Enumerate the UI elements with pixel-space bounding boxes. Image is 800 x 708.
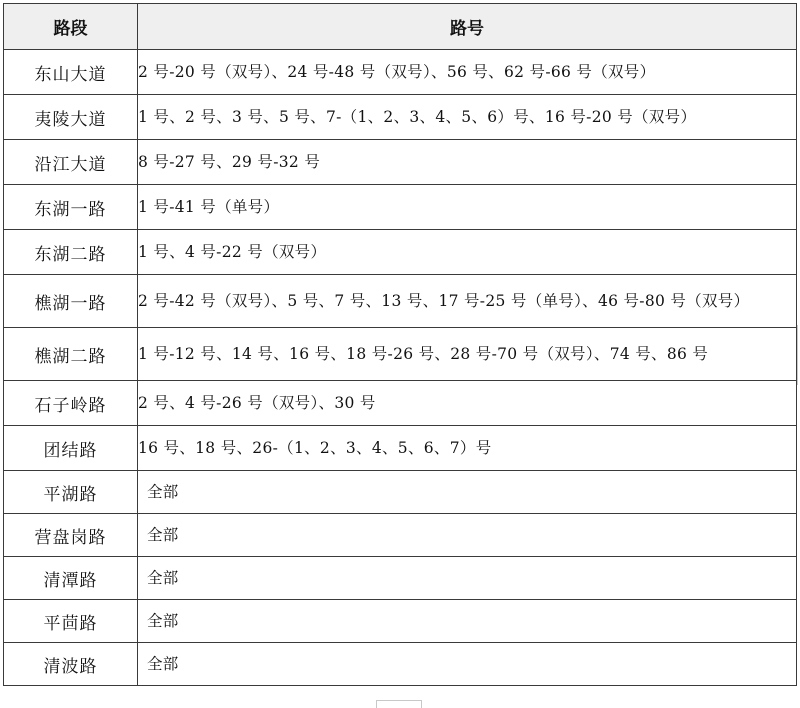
table-row [4,600,797,643]
segment-cell: 夷陵大道 [4,95,138,140]
table-row [4,514,797,557]
table-row [4,381,797,426]
segment-cell: 东湖一路 [4,185,138,230]
numbers-cell: 1 号-12 号、14 号、16 号、18 号-26 号、28 号-70 号（双号）、74 号、86 号 [138,328,797,381]
numbers-cell: 全部 [138,471,797,514]
numbers-cell: 全部 [138,557,797,600]
segment-cell: 东山大道 [4,50,138,95]
segment-cell: 樵湖二路 [4,328,138,381]
table-row [4,471,797,514]
numbers-cell: 全部 [138,600,797,643]
segment-cell: 东湖二路 [4,230,138,275]
numbers-cell: 2 号-42 号（双号）、5 号、7 号、13 号、17 号-25 号（单号）、46 号-80 号（双号） [138,275,797,328]
numbers-cell: 全部 [138,643,797,686]
segment-cell: 清波路 [4,643,138,686]
segment-cell: 营盘岗路 [4,514,138,557]
table-row [4,643,797,686]
table-row [4,50,797,95]
segment-cell: 清潭路 [4,557,138,600]
numbers-cell: 8 号-27 号、29 号-32 号 [138,140,797,185]
segment-cell: 石子岭路 [4,381,138,426]
table-row [4,230,797,275]
table-row [4,275,797,328]
numbers-cell: 2 号-20 号（双号）、24 号-48 号（双号）、56 号、62 号-66 号（双号） [138,50,797,95]
segment-cell: 樵湖一路 [4,275,138,328]
numbers-cell: 1 号-41 号（单号） [138,185,797,230]
table-row [4,140,797,185]
page-edge-mark [797,325,798,385]
numbers-cell: 1 号、4 号-22 号（双号） [138,230,797,275]
table-row [4,557,797,600]
segment-cell: 平湖路 [4,471,138,514]
header-segment: 路段 [4,4,138,50]
numbers-cell: 2 号、4 号-26 号（双号）、30 号 [138,381,797,426]
numbers-cell: 1 号、2 号、3 号、5 号、7-（1、2、3、4、5、6）号、16 号-20 号（双号） [138,95,797,140]
road-table [3,3,797,686]
page-edge-mark [376,700,422,708]
table-row [4,95,797,140]
table-header-row [4,4,797,50]
header-numbers: 路号 [138,4,797,50]
segment-cell: 团结路 [4,426,138,471]
segment-cell: 平茴路 [4,600,138,643]
numbers-cell: 16 号、18 号、26-（1、2、3、4、5、6、7）号 [138,426,797,471]
numbers-cell: 全部 [138,514,797,557]
segment-cell: 沿江大道 [4,140,138,185]
table-row [4,426,797,471]
table-row [4,328,797,381]
table-row [4,185,797,230]
